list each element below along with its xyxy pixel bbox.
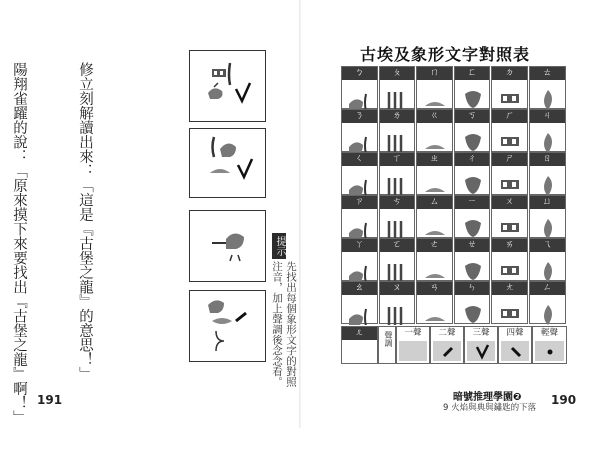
hieroglyph-icon — [417, 209, 453, 239]
hieroglyph-icon — [455, 209, 491, 239]
tone-cell-4 — [498, 326, 532, 364]
hieroglyph-group-icon — [190, 51, 265, 121]
puzzle-box-1 — [189, 50, 266, 122]
zhuyin-symbol: ㄝ — [455, 239, 490, 252]
tone-label: 四聲 — [506, 328, 524, 338]
tone-cell-er — [341, 326, 378, 364]
hieroglyph-icon — [380, 80, 416, 110]
tone-label: 一聲 — [404, 328, 422, 338]
table-cell — [416, 281, 453, 324]
table-cell — [454, 281, 491, 324]
zhuyin-symbol: ㄔ — [455, 153, 490, 166]
hieroglyph-icon — [380, 252, 416, 282]
chapter-title: 9 火焰與典與鏽匙的下落 — [443, 403, 537, 413]
hieroglyph-icon — [492, 252, 528, 282]
tone-mark-icon — [467, 341, 497, 363]
hieroglyph-icon — [530, 209, 566, 239]
table-cell — [379, 109, 416, 152]
hieroglyph-icon — [417, 295, 453, 325]
table-cell — [416, 66, 453, 109]
table-cell — [491, 66, 528, 109]
zhuyin-symbol: ㄛ — [380, 239, 415, 252]
tone-cell-3 — [464, 326, 498, 364]
zhuyin-symbol: ㄏ — [492, 110, 527, 123]
table-row — [341, 238, 567, 281]
table-cell — [491, 238, 528, 281]
zhuyin-symbol: ㄚ — [342, 239, 377, 252]
hieroglyph-icon — [417, 123, 453, 153]
tones-header: 聲調 — [384, 331, 393, 347]
zhuyin-symbol: ㄧ — [455, 196, 490, 209]
tone-label: 三聲 — [472, 328, 490, 338]
table-cell — [529, 281, 566, 324]
zhuyin-symbol: ㄟ — [530, 239, 565, 252]
zhuyin-symbol: ㄨ — [492, 196, 527, 209]
hieroglyph-group-icon — [190, 211, 265, 281]
table-cell — [454, 152, 491, 195]
hieroglyph-icon — [417, 252, 453, 282]
tone-cell-5 — [532, 326, 567, 364]
table-cell — [454, 238, 491, 281]
hieroglyph-icon — [492, 295, 528, 325]
tone-label: 輕聲 — [540, 328, 558, 338]
hieroglyph-icon — [530, 252, 566, 282]
table-row — [341, 281, 567, 324]
hint-text: 先找出每個象形文字的對照 注音，加上聲調後念念看。 — [271, 261, 297, 387]
hieroglyph-icon — [455, 123, 491, 153]
zhuyin-symbol: ㄐ — [530, 110, 565, 123]
table-row — [341, 195, 567, 238]
zhuyin-symbol: ㄈ — [455, 67, 490, 80]
zhuyin-symbol: ㄠ — [342, 282, 377, 295]
zhuyin-symbol: ㄒ — [380, 153, 415, 166]
tone-label: 二聲 — [438, 328, 456, 338]
zhuyin-symbol: ㄗ — [342, 196, 377, 209]
page-gutter — [299, 0, 301, 428]
table-cell — [379, 281, 416, 324]
text-column-2: 陽翔雀躍的說：「原來摸下來要找出『古堡之龍』啊！」 — [11, 62, 27, 425]
table-row — [341, 152, 567, 195]
zhuyin-symbol: ㄣ — [455, 282, 490, 295]
zhuyin-symbol: ㄜ — [417, 239, 452, 252]
zhuyin-symbol: ㄞ — [492, 239, 527, 252]
table-cell — [341, 195, 378, 238]
table-cell — [454, 109, 491, 152]
tone-cell-1 — [396, 326, 430, 364]
hieroglyph-icon — [530, 166, 566, 196]
table-cell — [454, 66, 491, 109]
zhuyin-symbol: ㄋ — [342, 110, 377, 123]
hieroglyph-icon — [342, 209, 378, 239]
table-cell — [491, 152, 528, 195]
hieroglyph-icon — [417, 80, 453, 110]
table-title: 古埃及象形文字對照表 — [359, 45, 530, 64]
table-cell — [341, 66, 378, 109]
hieroglyph-icon — [455, 295, 491, 325]
table-cell — [529, 152, 566, 195]
table-cell — [529, 66, 566, 109]
table-cell — [529, 238, 566, 281]
table-row — [341, 109, 567, 152]
tone-header-cell — [378, 326, 396, 364]
table-cell — [341, 152, 378, 195]
zhuyin-symbol: ㄥ — [530, 282, 565, 295]
hieroglyph-icon — [380, 209, 416, 239]
hieroglyph-group-icon — [190, 291, 265, 361]
tone-cell-2 — [430, 326, 464, 364]
zhuyin-symbol: ㄤ — [492, 282, 527, 295]
tone-er-label: ㄦ — [342, 327, 377, 340]
hieroglyph-icon — [342, 295, 378, 325]
hieroglyph-icon — [530, 123, 566, 153]
table-cell — [491, 109, 528, 152]
table-cell — [379, 195, 416, 238]
zhuyin-symbol: ㄢ — [417, 282, 452, 295]
zhuyin-symbol: ㄇ — [417, 67, 452, 80]
zhuyin-symbol: ㄡ — [380, 282, 415, 295]
hieroglyph-icon — [530, 80, 566, 110]
table-cell — [416, 109, 453, 152]
hieroglyph-icon — [342, 252, 378, 282]
table-cell — [341, 109, 378, 152]
hieroglyph-icon — [380, 295, 416, 325]
table-cell — [529, 195, 566, 238]
table-cell — [341, 238, 378, 281]
hieroglyph-icon — [492, 209, 528, 239]
table-row — [341, 66, 567, 109]
zhuyin-symbol: ㄑ — [342, 153, 377, 166]
table-cell — [454, 195, 491, 238]
hieroglyph-icon — [342, 80, 378, 110]
zhuyin-symbol: ㄎ — [455, 110, 490, 123]
hieroglyph-group-icon — [190, 129, 265, 197]
zhuyin-symbol: ㄩ — [530, 196, 565, 209]
hieroglyph-icon — [492, 166, 528, 196]
page-number-left: 191 — [37, 393, 63, 407]
hieroglyph-icon — [342, 123, 378, 153]
table-cell — [379, 66, 416, 109]
puzzle-box-3 — [189, 210, 266, 282]
hieroglyph-icon — [380, 123, 416, 153]
table-cell — [416, 152, 453, 195]
zhuyin-symbol: ㄘ — [380, 196, 415, 209]
zhuyin-symbol: ㄙ — [417, 196, 452, 209]
tone-mark-icon — [433, 341, 463, 363]
hieroglyph-icon — [492, 123, 528, 153]
page-number-right: 190 — [551, 393, 577, 407]
book-series-title: 暗號推理學園❷ — [453, 392, 522, 403]
tone-row — [341, 326, 567, 364]
table-cell — [379, 238, 416, 281]
hieroglyph-icon — [492, 80, 528, 110]
tone-mark-icon — [501, 341, 531, 363]
table-cell — [491, 281, 528, 324]
puzzle-box-4 — [189, 290, 266, 362]
hint-label: 提示 — [272, 233, 286, 259]
table-cell — [341, 281, 378, 324]
hieroglyph-icon — [342, 166, 378, 196]
table-cell — [379, 152, 416, 195]
hieroglyph-icon — [530, 295, 566, 325]
zhuyin-symbol: ㄉ — [492, 67, 527, 80]
hieroglyph-icon — [417, 166, 453, 196]
zhuyin-symbol: ㄍ — [417, 110, 452, 123]
zhuyin-symbol: ㄖ — [530, 153, 565, 166]
hieroglyph-icon — [455, 252, 491, 282]
zhuyin-symbol: ㄌ — [380, 110, 415, 123]
table-cell — [416, 195, 453, 238]
zhuyin-symbol: ㄓ — [417, 153, 452, 166]
zhuyin-symbol: ㄅ — [342, 67, 377, 80]
tone-mark-icon — [535, 341, 566, 363]
zhuyin-symbol: ㄕ — [492, 153, 527, 166]
hieroglyph-icon — [380, 166, 416, 196]
puzzle-box-2 — [189, 128, 266, 198]
table-cell — [491, 195, 528, 238]
text-column-1: 修立刻解讀出來：「這是『古堡之龍』的意思！」 — [77, 62, 93, 381]
hieroglyph-icon — [455, 166, 491, 196]
table-cell — [416, 238, 453, 281]
zhuyin-symbol: ㄆ — [380, 67, 415, 80]
zhuyin-symbol: ㄊ — [530, 67, 565, 80]
table-cell — [529, 109, 566, 152]
hieroglyph-icon — [455, 80, 491, 110]
